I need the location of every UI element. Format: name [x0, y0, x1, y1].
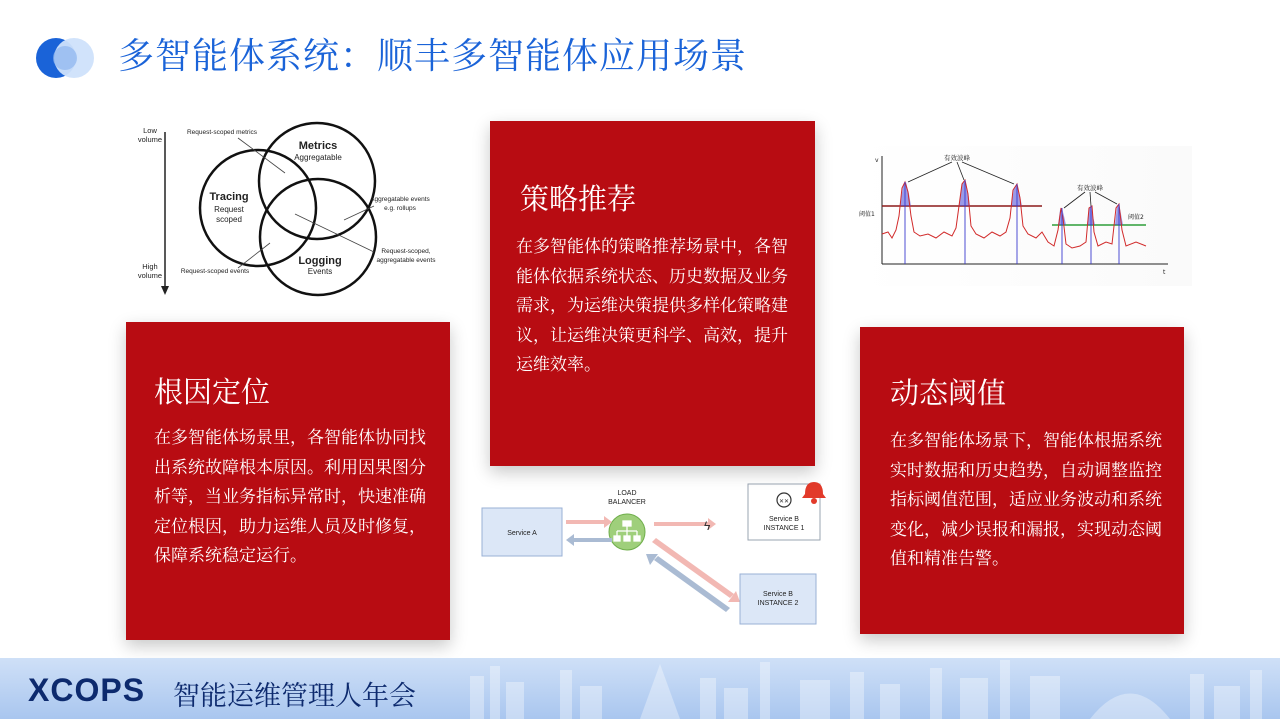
- root-cause-card-body: 在多智能体场景里，各智能体协同找出系统故障根本原因。利用因果图分析等，当业务指标异常时，快速准确定位根因，助力运维人员及时修复，保障系统稳定运行。: [154, 428, 426, 566]
- high-volume-label: High: [142, 262, 158, 271]
- annotation-aggregatable-events: Aggregatable events: [370, 196, 430, 203]
- root-cause-card: [126, 322, 450, 640]
- tracing-subtitle-2: scoped: [216, 215, 242, 224]
- footer-banner: [0, 658, 1280, 719]
- annotation-request-aggregatable: Request-scoped,: [381, 248, 431, 255]
- request-arrow-lb-to-instance2: [652, 538, 740, 602]
- page-title: 多智能体系统：顺丰多智能体应用场景: [118, 36, 748, 77]
- request-arrow-a-to-lb: [566, 516, 612, 528]
- service-a-label: Service A: [507, 530, 537, 537]
- dynamic-threshold-waveform: [856, 146, 1192, 286]
- logging-circle: [260, 179, 376, 295]
- tracing-title: Tracing: [209, 191, 249, 203]
- lb-label: LOAD: [617, 490, 637, 497]
- low-volume-label: Low: [143, 126, 157, 135]
- lb-label-2: BALANCER: [608, 499, 646, 506]
- wave-y-axis-label: v: [875, 157, 879, 164]
- peak-label-right: 有效波峰: [1077, 184, 1103, 192]
- volume-axis-arrow-icon: [161, 286, 169, 295]
- conference-name: 智能运维管理人年会: [173, 681, 416, 712]
- svg-text:✕✕: ✕✕: [778, 499, 790, 505]
- threshold-card: [860, 327, 1184, 634]
- logo-circles-icon: [34, 36, 98, 80]
- threshold-card-body: 在多智能体场景下，智能体根据系统实时数据和历史趋势，自动调整监控指标阈值范围，适应业务波动和系统变化，减少误报和漏报，实现动态阈值和精准告警。: [890, 431, 1162, 569]
- metrics-subtitle: Aggregatable: [294, 153, 342, 162]
- threshold-2-label: 阈值2: [1128, 214, 1144, 221]
- strategy-card-body: 在多智能体的策略推荐场景中，各智能体依据系统状态、历史数据及业务需求，为运维决策提供多样化策略建议，让运维决策更科学、高效，提升运维效率。: [516, 237, 788, 375]
- tracing-subtitle: Request: [214, 205, 244, 214]
- annotation-request-scoped-metrics: Request-scoped metrics: [186, 129, 258, 136]
- instance-2-label-2: INSTANCE 2: [757, 600, 799, 607]
- load-balancer-diagram: [478, 478, 840, 628]
- low-volume-label-2: volume: [137, 135, 163, 144]
- annotation-aggregatable-events-2: e.g. rollups: [384, 205, 416, 212]
- logging-title: Logging: [298, 255, 342, 267]
- response-arrow-lb-to-a: [566, 534, 612, 546]
- root-cause-card-title: 根因定位: [154, 375, 271, 409]
- high-volume-label-2: volume: [137, 271, 163, 280]
- logging-subtitle: Events: [307, 267, 333, 276]
- instance-1-label: Service B: [769, 516, 799, 523]
- lightning-icon: ϟ: [704, 519, 711, 533]
- strategy-card-title: 策略推荐: [520, 182, 637, 216]
- annotation-request-aggregatable-2: aggregatable events: [376, 257, 436, 264]
- observability-venn-diagram: [130, 118, 460, 300]
- threshold-1-label: 阈值1: [859, 211, 875, 218]
- strategy-card: [490, 121, 815, 466]
- peak-label-left: 有效波峰: [944, 154, 970, 162]
- wave-x-axis-label: t: [1163, 269, 1166, 276]
- instance-2-label: Service B: [763, 591, 793, 598]
- instance-1-label-2: INSTANCE 1: [763, 525, 805, 532]
- annotation-request-scoped-events: Request-scoped events: [180, 268, 250, 275]
- xcops-brand-logo: XCOPS: [28, 672, 146, 708]
- metrics-title: Metrics: [298, 140, 338, 152]
- threshold-card-title: 动态阈值: [890, 376, 1007, 410]
- instance-2-box: [740, 574, 816, 624]
